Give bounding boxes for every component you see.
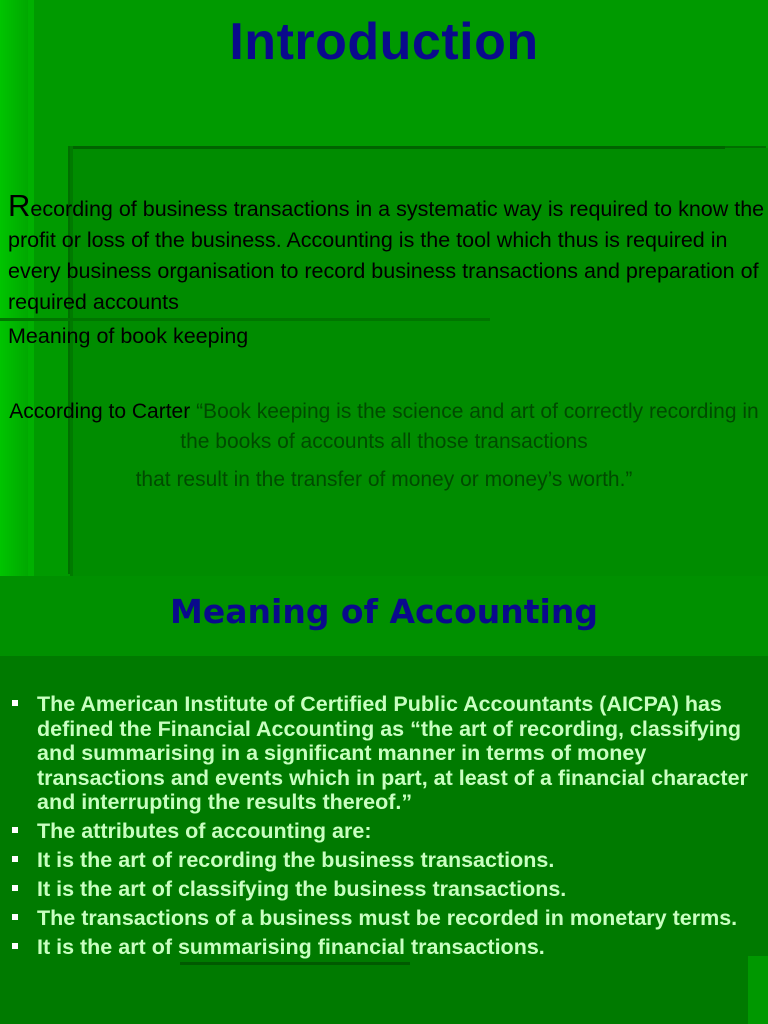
slide-title: Introduction: [229, 13, 539, 71]
list-item: [12, 877, 764, 902]
panel-top-rule: [70, 146, 725, 149]
middle-rule: [0, 318, 490, 321]
slide-meaning-of-accounting: [0, 576, 768, 1024]
square-bullet-icon: [12, 943, 18, 949]
list-item: [12, 848, 764, 873]
list-item-text: It is the art of summarising financial transactions.: [37, 935, 545, 959]
square-bullet-icon: [12, 856, 18, 862]
body-paragraph: [8, 190, 768, 318]
quote-text-end: that result in the transfer of money or money’s worth.”: [135, 468, 633, 491]
list-item-text: The transactions of a business must be recorded in monetary terms.: [37, 906, 738, 930]
list-item: [12, 935, 764, 960]
body-text: ecording of business transactions in a systematic way is required to know the profit or loss of the business. Accounting is the tool which thus is required in every business organisation to record business transactions and preparation of required accounts: [8, 197, 765, 314]
quote-attribution: According to Carter: [9, 400, 191, 423]
quote-text: “Book keeping is the science and art of correctly recording in the books of accounts all those transactions: [180, 400, 759, 453]
square-bullet-icon: [12, 885, 18, 891]
list-item-text: It is the art of classifying the business transactions.: [37, 877, 567, 901]
list-item-text: The attributes of accounting are:: [37, 819, 372, 843]
square-bullet-icon: [12, 827, 18, 833]
list-item-text: The American Institute of Certified Public Accountants (AICPA) has defined the Financial Accounting as “the art of recording, classifying and summarising in a significant manner in terms of money transactions and events which in part, at least of a financial character and interrupting the results thereof.”: [37, 692, 748, 814]
right-accent-bar: [748, 956, 768, 1024]
list-item: [12, 906, 764, 931]
square-bullet-icon: [12, 700, 18, 706]
list-item-text: It is the art of recording the business transactions.: [37, 848, 555, 872]
bullet-list: [12, 692, 764, 964]
list-item: [12, 819, 764, 844]
drop-cap: R: [8, 188, 31, 223]
slide-title: Meaning of Accounting: [170, 592, 598, 631]
list-item: [12, 692, 764, 815]
square-bullet-icon: [12, 914, 18, 920]
carter-quote: [8, 397, 760, 495]
subheading: Meaning of book keeping: [8, 324, 249, 348]
